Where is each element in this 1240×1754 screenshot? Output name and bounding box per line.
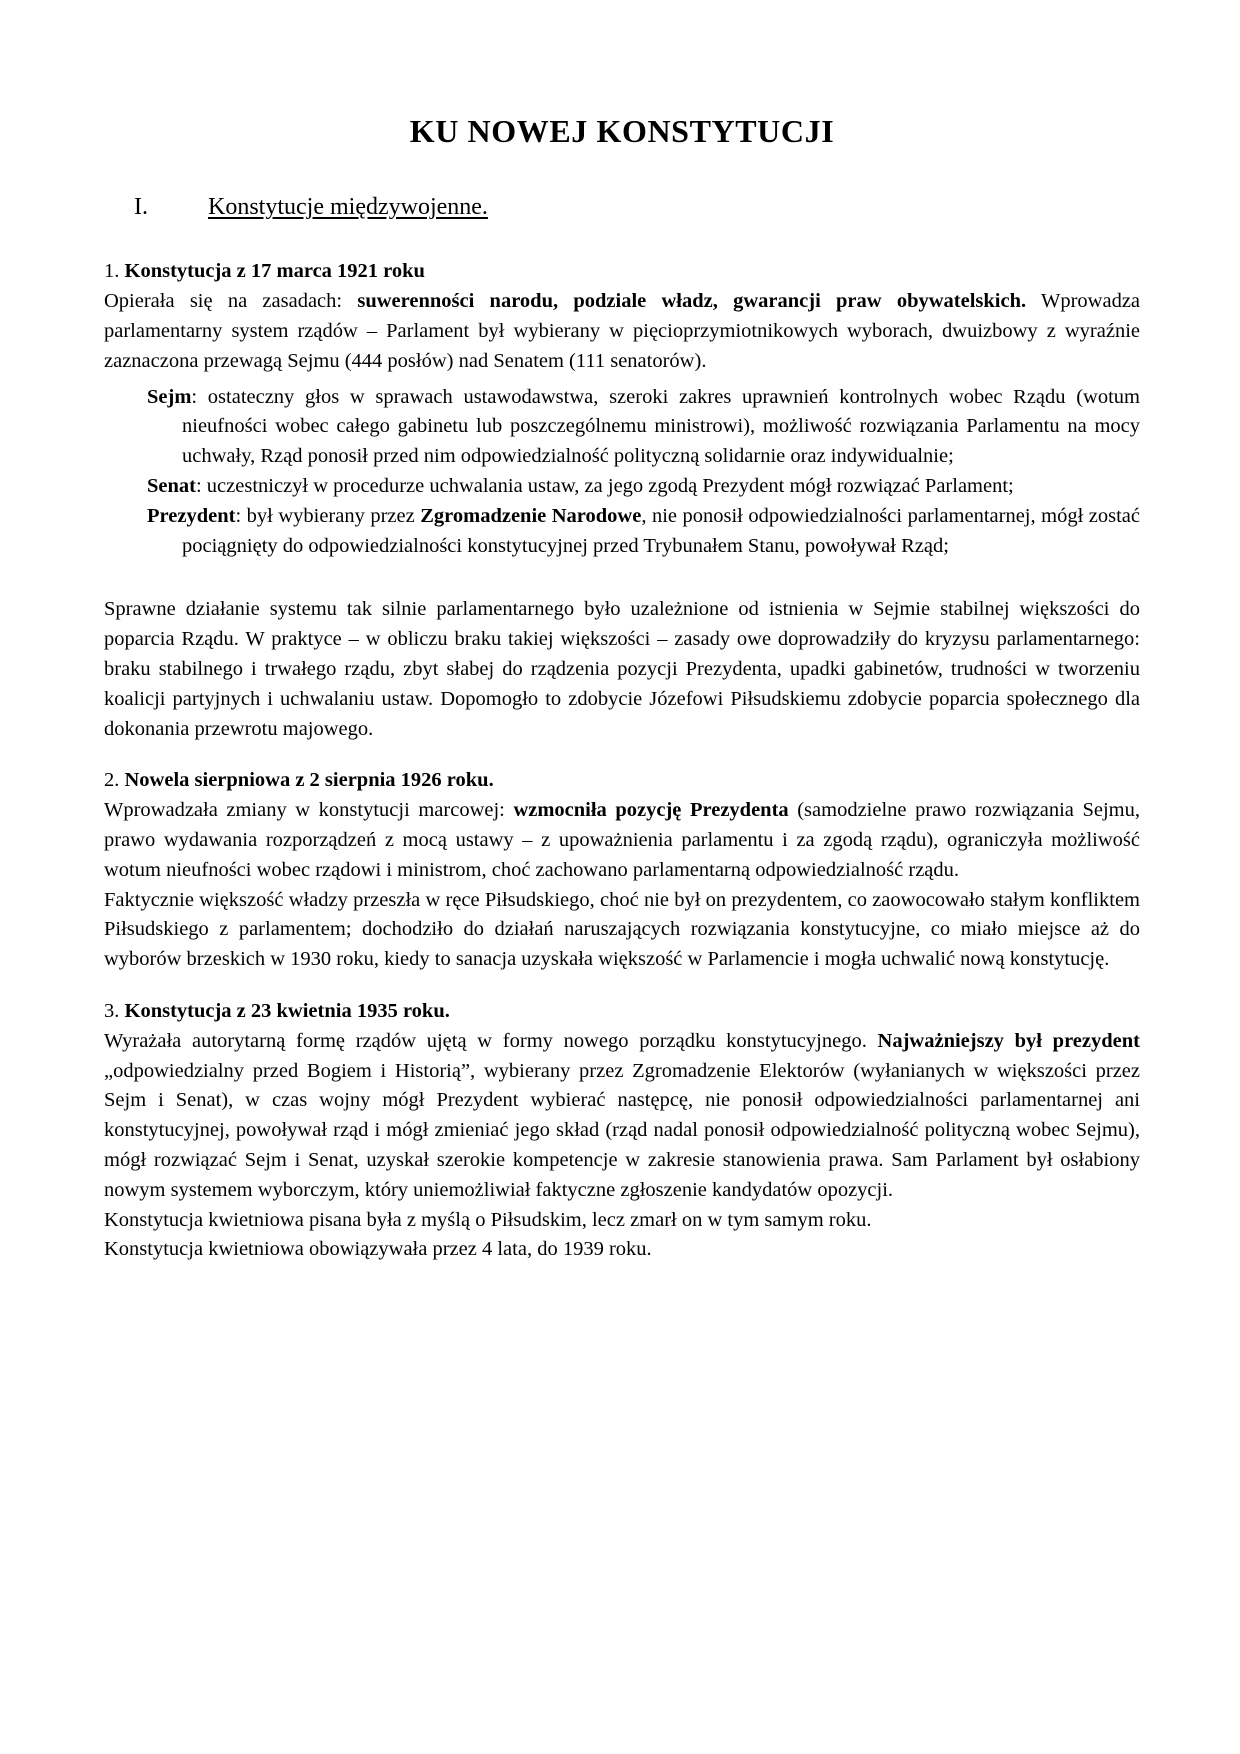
para-bold-3: Najważniejszy był prezydent (877, 1029, 1140, 1052)
subsection-label-2: Nowela sierpniowa z 2 sierpnia 1926 roku. (124, 769, 494, 792)
para-rest-2: (samodzielne prawo rozwiązania Sejmu, prawo wydawania rozporządzeń z mocą ustawy – z upoważnienia parlamentu i za zgodą rządu), ograniczyła możliwość wotum nieufności wobec rządowi i ministrom, choć zachowano parlamentarną odpowiedzialność rządu. (104, 799, 1140, 881)
section-heading-text: Konstytucje międzywojenne. (208, 194, 488, 221)
definition-term-prezydent: Prezydent (147, 504, 236, 527)
spacer (104, 975, 1140, 997)
definition-term-sejm: Sejm (147, 385, 192, 408)
definition-text-prezydent-after: , nie ponosił odpowiedzialności parlamentarnej, mógł zostać pociągnięty do odpowiedzialności konstytucyjnej przed Trybunałem Stanu, powoływał Rząd; (182, 504, 1140, 557)
document-content (104, 112, 1140, 1265)
definition-text-prezydent-bold: Zgromadzenie Narodowe (420, 504, 642, 527)
subsection-number-3: 3. (104, 1000, 120, 1023)
subsection-heading-3 (104, 997, 1140, 1027)
subsection-number-1: 1. (104, 260, 120, 283)
definition-item-senat (104, 472, 1140, 502)
para-lead-3: Wyrażała autorytarną formę rządów ujętą w formy nowego porządku konstytucyjnego. (104, 1029, 878, 1052)
intro-bold-1: suwerenności narodu, podziale władz, gwarancji praw obywatelskich. (357, 290, 1027, 313)
spacer (104, 561, 1140, 595)
definition-text-senat: : uczestniczył w procedurze uchwalania ustaw, za jego zgodą Prezydent mógł rozwiązać Parlament; (195, 474, 1014, 497)
subsection-label-1: Konstytucja z 17 marca 1921 roku (124, 260, 425, 283)
section-numeral: I. (134, 194, 148, 221)
section-heading (104, 194, 1140, 221)
paragraph-intro-1 (104, 287, 1140, 376)
subsection-heading-2 (104, 766, 1140, 796)
para-lead-2: Wprowadzała zmiany w konstytucji marcowej: (104, 799, 514, 822)
definition-item-sejm (104, 383, 1140, 472)
paragraph-2-2: Faktycznie większość władzy przeszła w ręce Piłsudskiego, choć nie był on prezydentem, co zaowocowało stałym konfliktem Piłsudskiego z parlamentem; dochodziło do działań naruszających rozwiązania konstytucyjne, co miało miejsce aż do wyborów brzeskich w 1930 roku, kiedy to sanacja uzyskała większość w Parlamencie i mogła uchwalić nową konstytucję. (104, 888, 1140, 971)
definition-text-sejm: : ostateczny głos w sprawach ustawodawstwa, szeroki zakres uprawnień kontrolnych wobec Rządu (wotum nieufności wobec całego gabinetu lub poszczególnemu ministrowi), możliwość rozwiązania Parlamentu na mocy uchwały, Rząd ponosił przed nim odpowiedzialność polityczną solidarnie oraz indywidualnie; (182, 385, 1140, 468)
definition-list-1 (104, 383, 1140, 562)
paragraph-closing-1: Sprawne działanie systemu tak silnie parlamentarnego było uzależnione od istnienia w Sejmie stabilnej większości do poparcia Rządu. W praktyce – w obliczu braku takiej większości – zasady owe doprowadziły do kryzysu parlamentarnego: braku stabilnego i trwałego rządu, zbyt słabej do rządzenia pozycji Prezydenta, upadki gabinetów, trudności w tworzeniu koalicji partyjnych i uchwalaniu ustaw. Dopomogło to zdobycie Józefowi Piłsudskiemu zdobycie poparcia społecznego dla dokonania przewrotu majowego. (104, 598, 1140, 740)
definition-term-senat: Senat (147, 474, 196, 497)
page-title: KU NOWEJ KONSTYTUCJI (409, 113, 835, 149)
intro-lead-1: Opierała się na zasadach: (104, 290, 358, 313)
definition-text-prezydent-before: : był wybierany przez (235, 504, 421, 527)
spacer (104, 744, 1140, 766)
para-bold-2: wzmocniła pozycję Prezydenta (513, 799, 789, 822)
subsection-heading-1 (104, 257, 1140, 287)
definition-item-prezydent (104, 502, 1140, 562)
subsection-label-3: Konstytucja z 23 kwietnia 1935 roku. (124, 1000, 450, 1023)
para-rest-3: „odpowiedzialny przed Bogiem i Historią”, wybierany przez Zgromadzenie Elektorów (wyłanianych w większości przez Sejm i Senat), w czas wojny mógł Prezydent wybierać następcę, nie ponosił odpowiedzialności parlamentarnej ani konstytucyjnej, powoływał rząd i mógł zmieniać jego skład (rząd nadal ponosił odpowiedzialność polityczną wobec Sejmu), mógł rozwiązać Sejm i Senat, uzyskał szerokie kompetencje w zakresie stanowienia prawa. Sam Parlament był osłabiony nowym systemem wyborczym, który uniemożliwiał faktyczne zgłoszenie kandydatów opozycji. (104, 1059, 1140, 1201)
paragraph-2-1 (104, 796, 1140, 885)
paragraph-3-1 (104, 1027, 1140, 1206)
paragraph-3-2: Konstytucja kwietniowa pisana była z myślą o Piłsudskim, lecz zmarł on w tym samym roku. (104, 1208, 872, 1231)
paragraph-3-3: Konstytucja kwietniowa obowiązywała przez 4 lata, do 1939 roku. (104, 1238, 652, 1261)
subsection-number-2: 2. (104, 769, 120, 792)
intro-rest-1: Wprowadza parlamentarny system rządów – Parlament był wybierany w pięcioprzymiotnikowych wyborach, dwuizbowy z wyraźnie zaznaczona przewagą Sejmu (444 posłów) nad Senatem (111 senatorów). (104, 290, 1141, 372)
